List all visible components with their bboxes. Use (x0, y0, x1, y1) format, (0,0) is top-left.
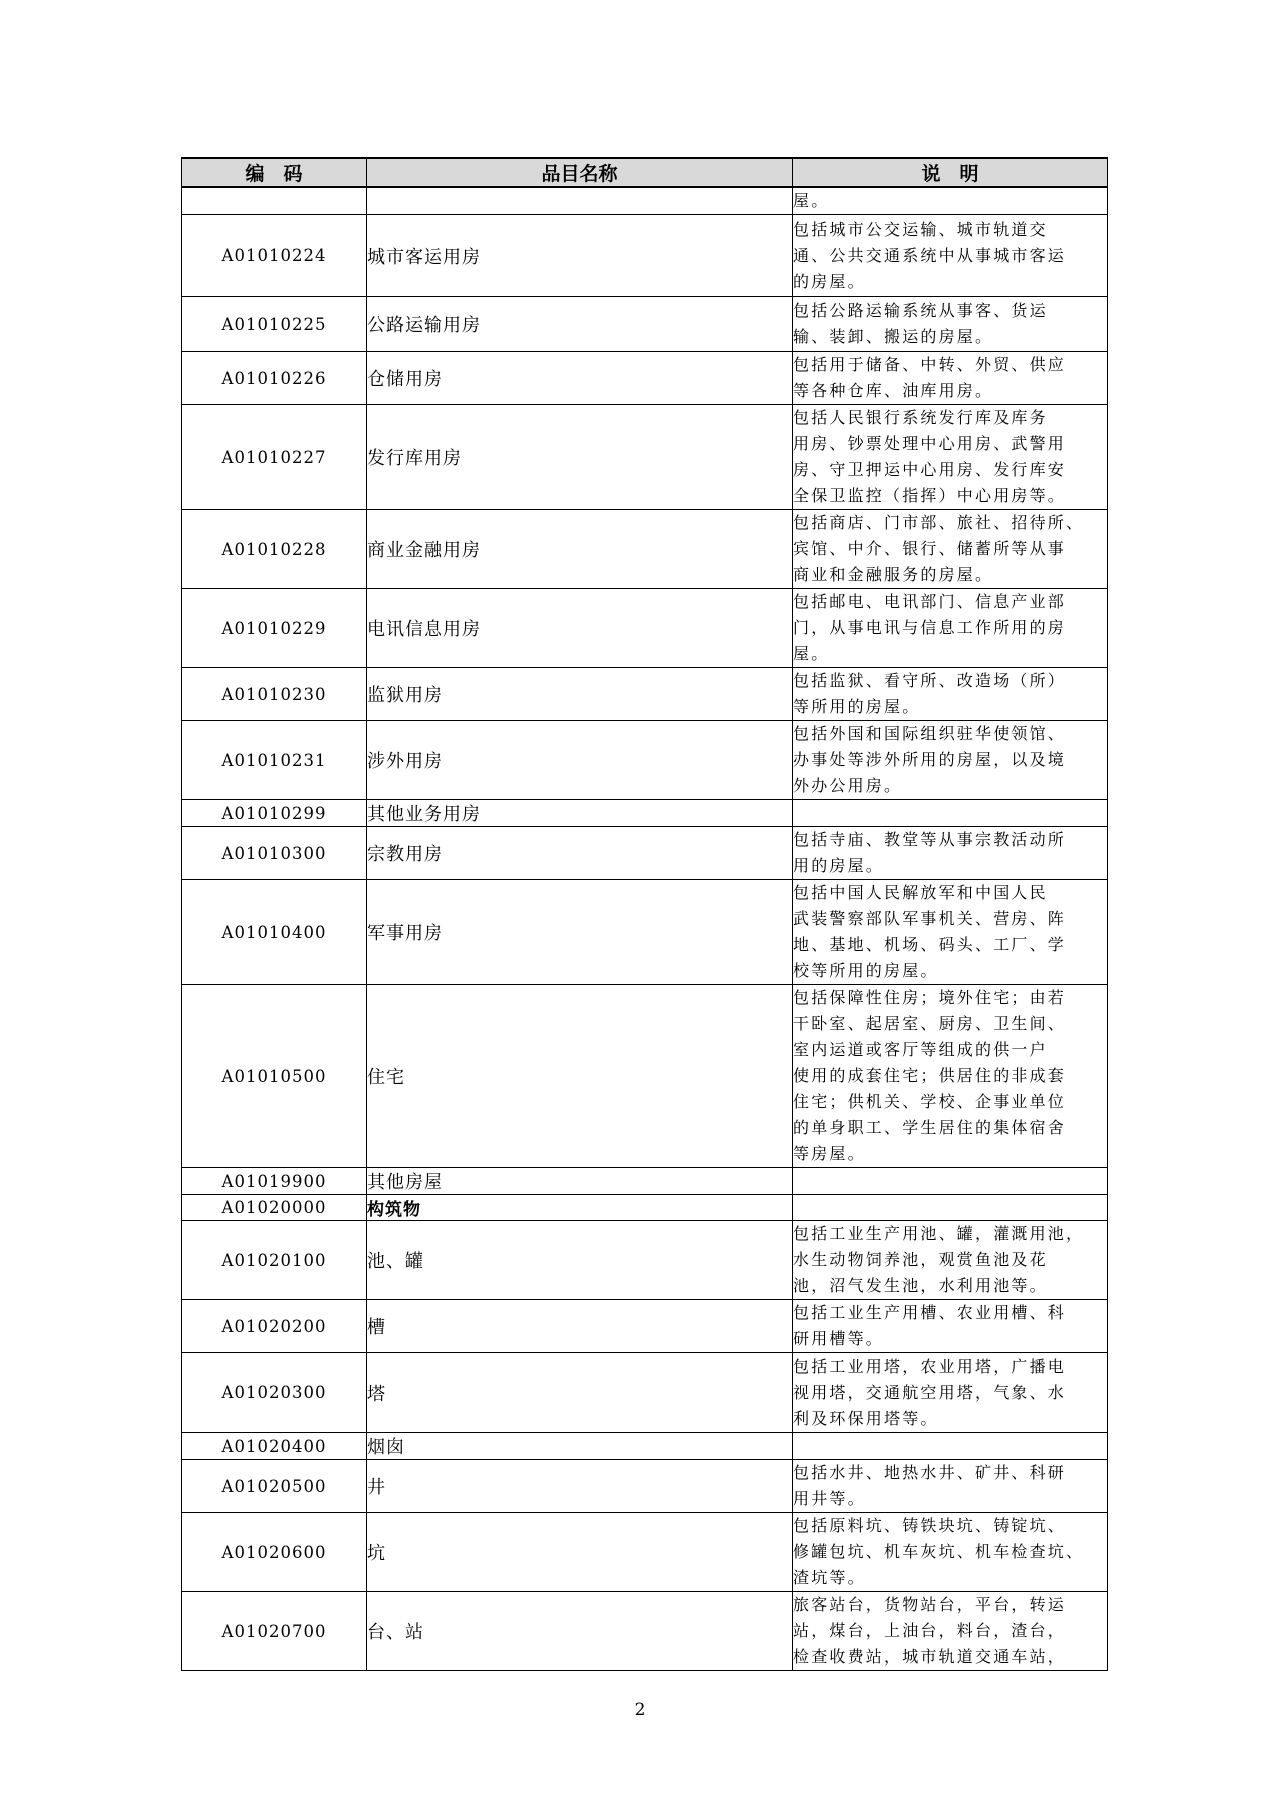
header-code: 编 码 (182, 158, 367, 187)
item-name: 仓储用房 (367, 352, 793, 405)
table-row (182, 405, 1108, 510)
item-code: A01020100 (182, 1221, 367, 1300)
item-name: 台、站 (367, 1592, 793, 1671)
catalog-table (181, 157, 1108, 1671)
item-code: A01010230 (182, 668, 367, 721)
item-name: 塔 (367, 1353, 793, 1433)
item-description: 包括城市公交运输、城市轨道交 通、公共交通系统中从事城市客运 的房屋。 (793, 215, 1108, 297)
item-description (793, 1168, 1108, 1195)
table-row (182, 352, 1108, 405)
item-description: 包括工业生产用池、罐，灌溉用池， 水生动物饲养池，观赏鱼池及花 池，沼气发生池，水利用池等。 (793, 1221, 1108, 1300)
item-code: A01010229 (182, 589, 367, 668)
table-row (182, 1221, 1108, 1300)
item-description (793, 1195, 1108, 1221)
item-code: A01010226 (182, 352, 367, 405)
item-code: A01020600 (182, 1513, 367, 1592)
table-row (182, 1513, 1108, 1592)
item-code: A01010500 (182, 985, 367, 1168)
table-row (182, 1460, 1108, 1513)
table-row (182, 1195, 1108, 1221)
item-name: 槽 (367, 1300, 793, 1353)
item-name: 其他业务用房 (367, 800, 793, 827)
item-code: A01020300 (182, 1353, 367, 1433)
item-description: 包括商店、门市部、旅社、招待所、 宾馆、中介、银行、储蓄所等从事 商业和金融服务的房屋。 (793, 510, 1108, 589)
item-code: A01020400 (182, 1433, 367, 1460)
item-code: A01010227 (182, 405, 367, 510)
item-code: A01020200 (182, 1300, 367, 1353)
item-description: 包括中国人民解放军和中国人民 武装警察部队军事机关、营房、阵 地、基地、机场、码头、工厂、学 校等所用的房屋。 (793, 880, 1108, 985)
item-description: 包括寺庙、教堂等从事宗教活动所 用的房屋。 (793, 827, 1108, 880)
item-code: A01019900 (182, 1168, 367, 1195)
table-row (182, 800, 1108, 827)
item-code: A01010224 (182, 215, 367, 297)
item-description: 包括邮电、电讯部门、信息产业部 门，从事电讯与信息工作所用的房 屋。 (793, 589, 1108, 668)
item-code: A01010299 (182, 800, 367, 827)
item-name: 发行库用房 (367, 405, 793, 510)
item-code: A01020500 (182, 1460, 367, 1513)
item-name: 涉外用房 (367, 721, 793, 800)
item-code: A01020700 (182, 1592, 367, 1671)
table-row (182, 510, 1108, 589)
item-description: 包括外国和国际组织驻华使领馆、 办事处等涉外所用的房屋，以及境 外办公用房。 (793, 721, 1108, 800)
table-row (182, 880, 1108, 985)
item-description: 包括监狱、看守所、改造场（所） 等所用的房屋。 (793, 668, 1108, 721)
item-name: 住宅 (367, 985, 793, 1168)
item-description: 包括保障性住房；境外住宅；由若 干卧室、起居室、厨房、卫生间、 室内运道或客厅等组成的供一户 使用的成套住宅；供居住的非成套 住宅；供机关、学校、企事业单位 的单身职工、学生居住的集体宿舍 等房屋。 (793, 985, 1108, 1168)
table-row (182, 589, 1108, 668)
item-code: A01020000 (182, 1195, 367, 1221)
item-code: A01010231 (182, 721, 367, 800)
table-row (182, 985, 1108, 1168)
table-row (182, 187, 1108, 215)
table-row (182, 1433, 1108, 1460)
item-name: 池、罐 (367, 1221, 793, 1300)
item-name: 公路运输用房 (367, 297, 793, 352)
item-name: 城市客运用房 (367, 215, 793, 297)
item-code: A01010228 (182, 510, 367, 589)
item-name: 坑 (367, 1513, 793, 1592)
item-name: 烟囱 (367, 1433, 793, 1460)
page-number: 2 (634, 1700, 646, 1720)
item-description: 包括工业生产用槽、农业用槽、科 研用槽等。 (793, 1300, 1108, 1353)
item-description: 旅客站台，货物站台，平台，转运 站，煤台，上油台，料台，渣台， 检查收费站，城市轨道交通车站， (793, 1592, 1108, 1671)
header-description: 说 明 (793, 158, 1108, 187)
item-code: A01010225 (182, 297, 367, 352)
item-name: 电讯信息用房 (367, 589, 793, 668)
item-name: 构筑物 (367, 1195, 793, 1221)
item-code: A01010400 (182, 880, 367, 985)
table-row (182, 215, 1108, 297)
item-code: A01010300 (182, 827, 367, 880)
item-name: 宗教用房 (367, 827, 793, 880)
item-name (367, 187, 793, 215)
item-description: 屋。 (793, 187, 1108, 215)
table-row (182, 297, 1108, 352)
item-description (793, 1433, 1108, 1460)
item-description (793, 800, 1108, 827)
item-description: 包括水井、地热水井、矿井、科研 用井等。 (793, 1460, 1108, 1513)
header-name: 品目名称 (367, 158, 793, 187)
item-name: 军事用房 (367, 880, 793, 985)
item-description: 包括原料坑、铸铁块坑、铸锭坑、 修罐包坑、机车灰坑、机车检查坑、 渣坑等。 (793, 1513, 1108, 1592)
table-row (182, 721, 1108, 800)
item-name: 商业金融用房 (367, 510, 793, 589)
item-description: 包括用于储备、中转、外贸、供应 等各种仓库、油库用房。 (793, 352, 1108, 405)
item-code (182, 187, 367, 215)
item-description: 包括公路运输系统从事客、货运 输、装卸、搬运的房屋。 (793, 297, 1108, 352)
table-row (182, 1300, 1108, 1353)
item-name: 其他房屋 (367, 1168, 793, 1195)
item-description: 包括工业用塔，农业用塔，广播电 视用塔，交通航空用塔，气象、水 利及环保用塔等。 (793, 1353, 1108, 1433)
table-row (182, 668, 1108, 721)
table-header-row (182, 158, 1108, 187)
item-name: 井 (367, 1460, 793, 1513)
table-row (182, 1592, 1108, 1671)
table-row (182, 1168, 1108, 1195)
item-description: 包括人民银行系统发行库及库务 用房、钞票处理中心用房、武警用 房、守卫押运中心用房、发行库安 全保卫监控（指挥）中心用房等。 (793, 405, 1108, 510)
table-row (182, 827, 1108, 880)
table-row (182, 1353, 1108, 1433)
item-name: 监狱用房 (367, 668, 793, 721)
